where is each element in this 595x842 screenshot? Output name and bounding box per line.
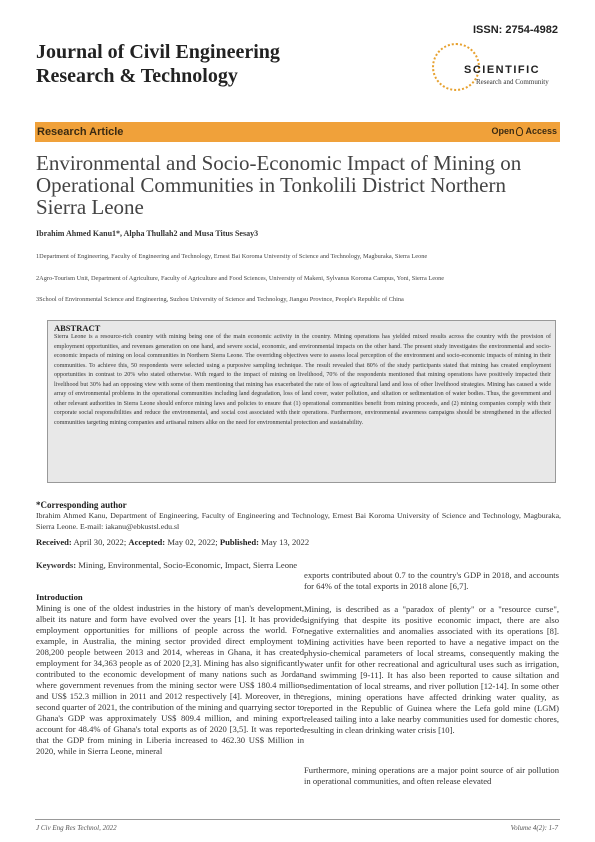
publisher-logo [432, 43, 567, 95]
journal-title-line2: Research & Technology [36, 65, 238, 87]
paper-title: Environmental and Socio-Economic Impact of Mining on Operational Communities in Tonkolili District Northern Sierra Leone [36, 151, 522, 219]
keywords-label: Keywords: [36, 560, 77, 570]
abstract-heading: ABSTRACT [54, 323, 101, 333]
received-date: April 30, 2022; [73, 537, 127, 547]
logo-subtext: Research and Community [476, 78, 549, 86]
abstract-text: Sierra Leone is a resource-rich country with mining being one of the main economic activity in the country. Mining operations has yielded mixed results across the country with the provision of employment opportunities, and revenues generation on one hand, and severe social, economic, and environmental impacts on the other hand. The present study investigates the environmental and socio-economic impacts of mining on local communities in Northern Sierra Leone. The overriding objectives were to assess local perception of the environment and socio-economic impacts of mining in their communities. To achieve this, 50 respondents were selected using a purposive sampling technique. The result revealed that 80% of the study participants stated that mining has created employment opportunities in contrast to 20% who stated otherwise. With regard to the impact of mining on livelihood, 70% of the respondents mentioned that mining operations have positively impacted their livelihood but 30% had an opposing view with some of them mentioning that mining has exacerbated the rate of loss of agricultural land and loss of other livelihood strategies. Mining has caused a wide array of environmental problems in the operational communities including land degradation, loss of land cover, water pollution, and siltation or sedimentation of water bodies. Thus, the government and other relevant authorities in Sierra Leone should enforce mining laws and policies to ensure that (1) operational communities benefit from mining proceeds, and (2) mining companies comply with their corporate social responsibilities and reduce the environmental, and social cost associated with their operations. Furthermore, environmental awareness campaigns should be strengthened in the affected communities targeting mining companies and artisanal miners alike on the need for environmental protection and sustainability. [54, 334, 551, 426]
affiliation-3: 3School of Environmental Science and Engineering, Suzhou University of Science and Technology, Jiangsu Province, People's Republic of China [36, 296, 404, 303]
issn: ISSN: 2754-4982 [473, 24, 558, 36]
introduction-column-2-para-2: Mining, is described as a "paradox of plenty" or a "resource curse", signifying that despite its positive economic impact, there are also negative externalities and anomalies associated with its operations [8]. Mining activities have been reported to have a negative impact on the physio-chemical parameters of local streams, consequently making the water unfit for other recreational and agricultural uses such as irrigation, and swimming [9-11]. It has also been reported to cause siltation and sedimentation of local streams, and river pollution [12-14]. In some other regions, mining operations have affected drinking water quality, as reported in the Republic of Guinea where the Lefa gold mine (LGM) released tailing into a lake nearby communities used for domestic chores, resulting in clean drinking water crisis [10]. [304, 604, 559, 735]
published-label: Published: [219, 537, 260, 547]
authors: Ibrahim Ahmed Kanu1*, Alpha Thullah2 and Musa Titus Sesay3 [36, 229, 259, 238]
introduction-column-1: Mining is one of the oldest industries in the history of man's development, albeit its nature and form have evolved over the years [1]. It has provided employment opportunities for millions of people across the world. For example, in Australia, the mining sector provided direct employment to 208,200 people between 2013 and 2014, whereas in Ghana, it has created employment for 34,363 people as of 2020 [2,3]. Mining has also significantly contributed to the economic development of many nations such as Jordan where government revenues from the mining sector were US$ 180.4 million and US$ 152.3 million in 2011 and 2012 respectively [4]. Moreover, in the second quarter of 2021, the contribution of the mining and quarrying sector to Ghana's GDP was approximately US$ 809.4 million, and mining export account for 48.4% of Ghana's total exports as of 2020 [3,5]. It was reported that the GDP from mining in Liberia increased to 462.30 US$ Million in 2020, while in Sierra Leone, mineral [36, 603, 305, 756]
open-access-badge [491, 126, 557, 136]
introduction-heading: Introduction [36, 592, 83, 602]
keywords-text: Mining, Environmental, Socio-Economic, Impact, Sierra Leone [78, 560, 298, 570]
accepted-label: Accepted: [128, 537, 166, 547]
accepted-date: May 02, 2022; [167, 537, 218, 547]
introduction-column-2-para-3: Furthermore, mining operations are a major point source of air pollution in operational communities, and often release elevated [304, 765, 559, 786]
journal-title [36, 40, 336, 88]
access-label: Access [525, 126, 557, 136]
keywords [36, 560, 304, 570]
article-type-label: Research Article [37, 126, 124, 138]
affiliation-2: 2Agro-Tourism Unit, Department of Agriculture, Faculty of Agriculture and Food Sciences, University of Makeni, Sylvanus Koroma Campus, Yoni, Sierra Leone [36, 275, 445, 282]
corresponding-author-heading: *Corresponding author [36, 500, 127, 510]
logo-text: SCIENTIFIC [464, 64, 541, 76]
introduction-column-2-para-1: exports contributed about 0.7 to the country's GDP in 2018, and accounts for 64% of the total exports in 2018 alone [6,7]. [304, 570, 559, 591]
footer-divider [35, 819, 560, 820]
published-date: May 13, 2022 [261, 537, 310, 547]
open-access-lock-icon [516, 127, 523, 136]
footer-citation: J Civ Eng Res Technol, 2022 [36, 824, 117, 832]
corresponding-author-text: Ibrahim Ahmed Kanu, Department of Engineering, Faculty of Engineering and Technology, Ernest Bai Koroma University of Science and Technology, Magburaka, Sierra Leone. E-mail: iakanu@ebkustsl.edu.sl [36, 511, 561, 531]
affiliation-1: 1Department of Engineering, Faculty of Engineering and Technology, Ernest Bai Koroma University of Science and Technology, Magburaka, Sierra Leone [36, 253, 428, 260]
journal-title-line1: Journal of Civil Engineering [36, 41, 280, 63]
received-label: Received: [36, 537, 72, 547]
open-label: Open [491, 126, 515, 136]
footer-page-info: Volume 4(2): 1-7 [510, 824, 558, 832]
publication-dates [36, 537, 309, 547]
